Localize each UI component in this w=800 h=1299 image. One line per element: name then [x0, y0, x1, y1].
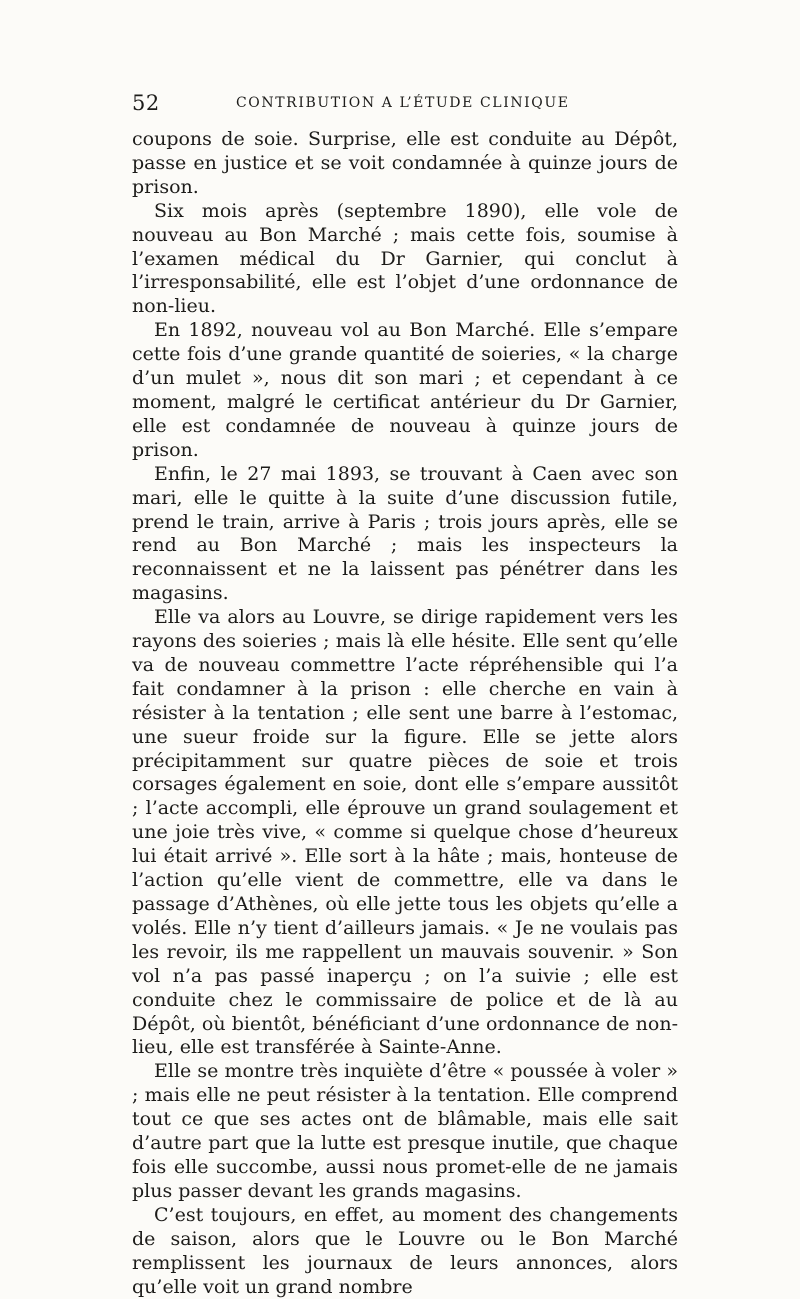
paragraph: Elle se montre très inquiète d’être « poussée à voler » ; mais elle ne peut résister à la tentation. Elle comprend tout ce que ses actes ont de blâmable, mais elle sait d’autre part que la lutte est presque inutile, que chaque fois elle succombe, aussi nous promet-elle de ne jamais plus passer devant les grands magasins.: [132, 1060, 678, 1202]
page-number: 52: [132, 91, 160, 115]
paragraph: En 1892, nouveau vol au Bon Marché. Elle s’empare cette fois d’une grande quantité de soieries, « la charge d’un mulet », nous dit son mari ; et cependant à ce moment, malgré le certificat antérieur du Dr Garnier, elle est condamnée de nouveau à quinze jours de prison.: [132, 319, 678, 461]
paragraph: Six mois après (septembre 1890), elle vole de nouveau au Bon Marché ; mais cette fois, soumise à l’examen médical du Dr Garnier, qui conclut à l’irresponsabilité, elle est l’objet d’une ordonnance de non-lieu.: [132, 199, 678, 318]
paragraph: Elle va alors au Louvre, se dirige rapidement vers les rayons des soieries ; mais là elle hésite. Elle sent qu’elle va de nouveau commettre l’acte répréhensible qui l’a fait condamner à la prison : elle cherche en vain à résister à la tentation ; elle sent une barre à l’estomac, une sueur froide sur la figure. Elle se jette alors précipitamment sur quatre pièces de soie et trois corsages également en soie, dont elle s’empare aussitôt ; l’acte accompli, elle éprouve un grand soulagement et une joie très vive, « comme si quelque chose d’heureux lui était arrivé ». Elle sort à la hâte ; mais, honteuse de l’action qu’elle vient de commettre, elle va dans le passage d’Athènes, où elle jette tous les objets qu’elle a volés. Elle n’y tient d’ailleurs jamais. « Je ne voulais pas les revoir, ils me rappellent un mauvais souvenir. » Son vol n’a pas passé inaperçu ; on l’a suivie ; elle est conduite chez le commissaire de police et de là au Dépôt, où bientôt, bénéficiant d’une ordonnance de non-lieu, elle est transférée à Sainte-Anne.: [132, 606, 678, 1059]
running-title: CONTRIBUTION A L’ÉTUDE CLINIQUE: [236, 95, 570, 111]
paragraph: C’est toujours, en effet, au moment des changements de saison, alors que le Louvre ou le Bon Marché remplissent les journaux de leurs annonces, alors qu’elle voit un grand nombre: [132, 1203, 678, 1298]
paragraph: coupons de soie. Surprise, elle est conduite au Dépôt, passe en justice et se voit condamnée à quinze jours de prison.: [132, 128, 678, 198]
page-header: [132, 88, 678, 118]
paragraph: Enfin, le 27 mai 1893, se trouvant à Caen avec son mari, elle le quitte à la suite d’une discussion futile, prend le train, arrive à Paris ; trois jours après, elle se rend au Bon Marché ; mais les inspecteurs la reconnaissent et ne la laissent pas pénétrer dans les magasins.: [132, 462, 678, 605]
body-text: [132, 128, 678, 1299]
